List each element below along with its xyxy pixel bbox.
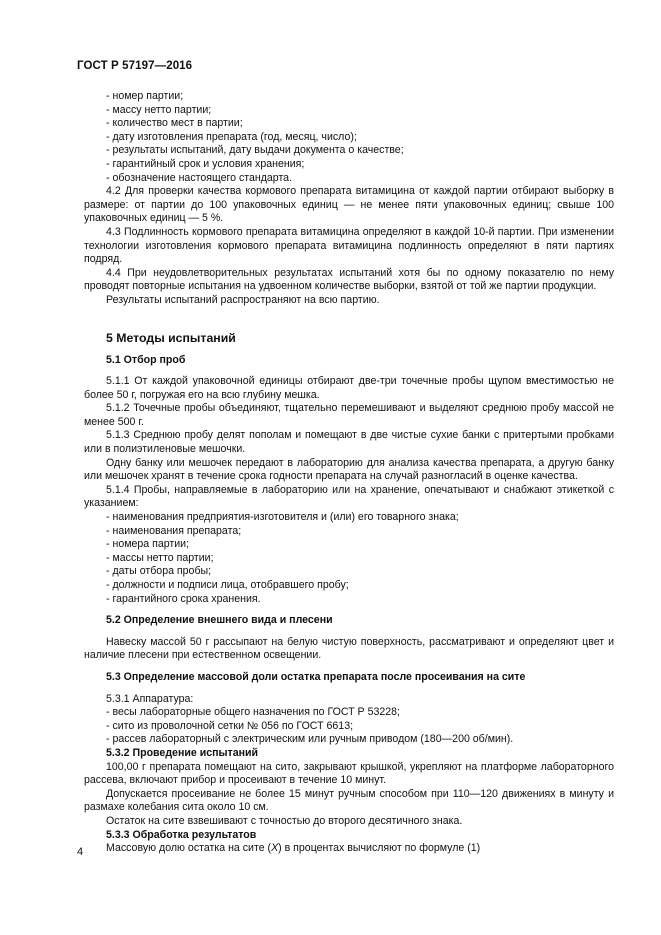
- document-header: ГОСТ Р 57197—2016: [77, 60, 193, 72]
- paragraph-5-2: Навеску массой 50 г рассыпают на белую чистую поверхность, рассматривают и определяют цвет и наличие плесени при естественном освещении.: [84, 635, 614, 662]
- paragraph-5-3-2: 100,00 г препарата помещают на сито, закрывают крышкой, укрепляют на платформе лабораторного рассева, включают прибор и просеивают в течение 10 минут.: [84, 760, 614, 787]
- paragraph-5-1-4: 5.1.4 Пробы, направляемые в лабораторию или на хранение, опечатывают и снабжают этикеткой с указанием:: [84, 483, 614, 510]
- list-item: - гарантийного срока хранения.: [106, 592, 261, 605]
- paragraph-5-3-2-weigh: Остаток на сите взвешивают с точностью до второго десятичного знака.: [106, 814, 463, 827]
- list-item: - наименования предприятия-изготовителя и (или) его товарного знака;: [106, 511, 459, 524]
- section-5-3-2-title: 5.3.2 Проведение испытаний: [106, 746, 259, 759]
- formula-intro-tail: ) в процентах вычисляют по формуле (1): [278, 842, 481, 855]
- paragraph-4-4-results: Результаты испытаний распространяют на всю партию.: [106, 293, 380, 306]
- paragraph-5-1-2: 5.1.2 Точечные пробы объединяют, тщательно перемешивают и выделяют среднюю пробу массой не менее 500 г.: [84, 402, 614, 428]
- list-item: - массу нетто партии;: [106, 103, 212, 116]
- list-item: - должности и подписи лица, отобравшего пробу;: [106, 579, 349, 591]
- section-5-title: 5 Методы испытаний: [106, 330, 236, 345]
- section-5-1-title: 5.1 Отбор проб: [106, 353, 186, 366]
- list-item: - гарантийный срок и условия хранения;: [106, 157, 305, 170]
- paragraph-4-4: 4.4 При неудовлетворительных результатах испытаний хотя бы по одному показателю по нему проводят повторные испытания на удвоенном количестве выборки, взятой от той же партии продукции.: [84, 266, 614, 293]
- list-item: - рассев лабораторный с электрическим или ручным приводом (180—200 об/мин).: [106, 733, 514, 746]
- list-item: - обозначение настоящего стандарта.: [106, 171, 293, 184]
- list-item: - номера партии;: [106, 538, 190, 551]
- list-item: - наименования препарата;: [106, 524, 242, 537]
- list-item: - номер партии;: [106, 90, 184, 102]
- list-item: - массы нетто партии;: [106, 551, 214, 564]
- list-item: - сито из проволочной сетки № 056 по ГОСТ 6613;: [106, 719, 354, 732]
- paragraph-5-3-1: 5.3.1 Аппаратура:: [106, 692, 194, 705]
- label-list: [84, 511, 614, 606]
- section-5-2-title: 5.2 Определение внешнего вида и плесени: [106, 614, 333, 627]
- paragraph-5-3-3: [84, 842, 614, 856]
- page-number: 4: [77, 846, 84, 858]
- list-item: - количество мест в партии;: [106, 117, 243, 130]
- paragraph-5-3-2-manual: Допускается просеивание не более 15 минут ручным способом при 110—120 движениях в минуту и размахе колебания сита около 10 см.: [84, 787, 614, 814]
- paragraph-4-2: 4.2 Для проверки качества кормового препарата витамицина от каждой партии отбирают выборку в размере: от партии до 100 упаковочных единиц — не менее пяти упаковочных единиц; свыше 100 упаковочных единиц — 5 %.: [84, 185, 614, 225]
- paragraph-5-1-3-storage: Одну банку или мешочек передают в лабораторию для анализа качества препарата, а другую банку или мешочек хранят в течение срока годности препарата на случай разногласий в оценке качества.: [84, 456, 614, 483]
- section-5-3-3-title: 5.3.3 Обработка результатов: [106, 828, 257, 841]
- paragraph-4-3: 4.3 Подлинность кормового препарата витамицина определяют в каждой 10-й партии. При изменении технологии изготовления кормового препарата витамицина подлинность определяют в пяти партиях подряд.: [84, 225, 614, 266]
- list-item: - даты отбора пробы;: [106, 565, 212, 578]
- paragraph-5-1-1: 5.1.1 От каждой упаковочной единицы отбирают две-три точечные пробы щупом вместимостью не более 50 г, погружая его на всю глубину мешка.: [84, 375, 614, 401]
- formula-intro-text: Массовую долю остатка на сите (: [106, 842, 272, 855]
- list-item: - дату изготовления препарата (год, месяц, число);: [106, 130, 357, 143]
- apparatus-list: [84, 706, 614, 747]
- document-body: [84, 90, 614, 856]
- formula-variable: X: [271, 842, 279, 855]
- list-item: - весы лабораторные общего назначения по ГОСТ Р 53228;: [106, 706, 400, 719]
- section-5-3-title: 5.3 Определение массовой доли остатка препарата после просеивания на сите: [106, 670, 526, 683]
- paragraph-5-1-3: 5.1.3 Среднюю пробу делят пополам и помещают в две чистые сухие банки с притертыми пробками или в полиэтиленовые мешочки.: [84, 429, 614, 456]
- list-item: - результаты испытаний, дату выдачи документа о качестве;: [106, 144, 404, 157]
- marking-list: [84, 90, 614, 185]
